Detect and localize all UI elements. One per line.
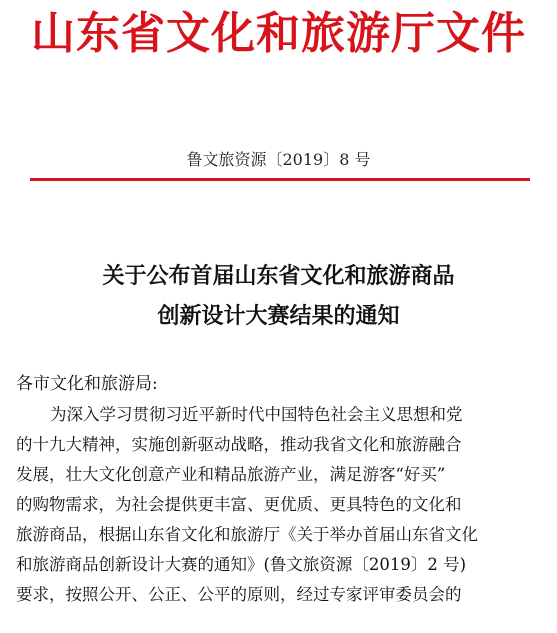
- notice-title: [0, 256, 557, 336]
- body-line: 的购物需求，为社会提供更丰富、更优质、更具特色的文化和: [16, 495, 462, 514]
- body-line: 和旅游商品创新设计大赛的通知》(鲁文旅资源〔2019〕2 号): [16, 555, 467, 574]
- notice-title-line: 创新设计大赛结果的通知: [157, 303, 400, 329]
- document-header-title: 山东省文化和旅游厅文件: [31, 8, 526, 59]
- body-line: 的十九大精神，实施创新驱动战略，推动我省文化和旅游融合: [16, 435, 462, 454]
- notice-title-line: 关于公布首届山东省文化和旅游商品: [102, 263, 455, 289]
- red-divider-rule: [30, 178, 530, 181]
- body-line: 发展，壮大文化创意产业和精品旅游产业，满足游客“好买”: [16, 465, 446, 484]
- document-number: 鲁文旅资源〔2019〕8 号: [186, 150, 371, 169]
- body-line: 为深入学习贯彻习近平新时代中国特色社会主义思想和党: [50, 405, 463, 424]
- body-line: 旅游商品，根据山东省文化和旅游厅《关于举办首届山东省文化: [16, 525, 478, 544]
- body-paragraph: [16, 400, 540, 610]
- salutation: 各市文化和旅游局:: [16, 374, 158, 394]
- body-line: 要求，按照公开、公正、公平的原则，经过专家评审委员会的: [16, 585, 462, 604]
